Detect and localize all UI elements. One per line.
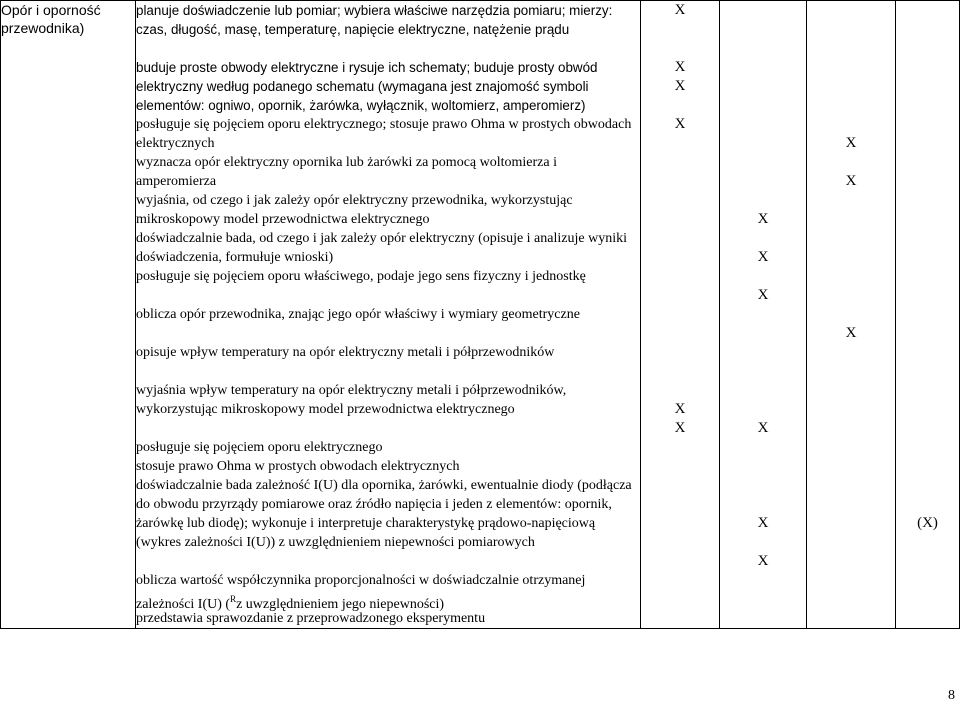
level-mark: X xyxy=(845,173,857,189)
requirement-item: posługuje się pojęciem oporu elektrycznego xyxy=(136,440,383,455)
level-mark xyxy=(720,58,806,96)
level-mark xyxy=(896,96,959,134)
level-mark xyxy=(896,400,959,419)
level-mark xyxy=(807,514,895,552)
level-mark xyxy=(896,419,959,514)
level-mark xyxy=(641,267,719,305)
level-mark: X xyxy=(757,211,769,227)
requirement-item: oblicza opór przewodnika, znając jego opór właściwy i wymiary geometryczne xyxy=(136,307,580,322)
topic-row xyxy=(1,1,960,629)
requirement-item xyxy=(136,571,640,612)
level-column-3 xyxy=(807,1,896,629)
requirement-item: posługuje się pojęciem oporu właściwego, podaje jego sens fizyczny i jednostkę xyxy=(136,269,586,284)
level-mark xyxy=(896,1,959,58)
level-mark xyxy=(896,552,959,571)
requirement-item: wyjaśnia, od czego i jak zależy opór elektryczny przewodnika, wykorzystując mikroskopowy model przewodnictwa elektrycznego xyxy=(136,193,573,227)
requirement-text: oblicza wartość współczynnika proporcjonalności w doświadczalnie otrzymanej zależności I(U) ( xyxy=(136,573,586,612)
topic-cell xyxy=(1,1,136,629)
level-mark: (X) xyxy=(917,515,938,531)
level-mark xyxy=(807,552,895,571)
requirement-item: doświadczalnie bada, od czego i jak zależy opór elektryczny (opisuje i analizuje wyniki doświadczenia, formułuje wnioski) xyxy=(136,231,627,265)
level-mark xyxy=(641,229,719,267)
level-mark xyxy=(807,1,895,58)
level-mark xyxy=(641,343,719,400)
level-mark: X xyxy=(674,401,686,417)
level-mark xyxy=(641,533,719,571)
level-mark xyxy=(720,324,806,381)
level-mark: X xyxy=(674,420,686,436)
level-mark xyxy=(896,286,959,324)
level-column-2 xyxy=(720,1,807,629)
level-mark: X xyxy=(674,78,686,94)
level-mark: X xyxy=(674,2,686,18)
superscript: R xyxy=(230,594,237,604)
level-mark xyxy=(896,172,959,210)
level-mark xyxy=(720,1,806,58)
topic-label: Opór i oporność przewodnika) xyxy=(1,2,101,36)
level-mark: X xyxy=(757,553,769,569)
level-mark xyxy=(807,96,895,134)
level-mark xyxy=(807,381,895,400)
level-mark xyxy=(641,191,719,229)
requirement-item: posługuje się pojęciem oporu elektrycznego; stosuje prawo Ohma w prostych obwodach elektrycznych xyxy=(136,117,632,151)
level-mark xyxy=(641,571,719,590)
requirement-item: doświadczalnie bada zależność I(U) dla opornika, żarówki, ewentualnie diody (podłącza do obwodu przyrządy pomiarowe oraz źródło napięcia i jeden z elementów: opornik, żarówkę lub diodę); wykonuje i interpretuje charakterystykę prądowo-napięciową (wykres zależności I(U)) z uwzględnieniem niepewności pomiarowych xyxy=(136,478,632,550)
level-mark: X xyxy=(845,325,857,341)
level-mark xyxy=(807,419,895,514)
level-mark xyxy=(720,381,806,400)
level-mark xyxy=(896,58,959,96)
level-mark xyxy=(720,96,806,134)
level-mark: X xyxy=(757,249,769,265)
level-mark xyxy=(896,248,959,286)
level-mark xyxy=(896,381,959,400)
level-mark xyxy=(807,210,895,248)
level-mark xyxy=(896,210,959,248)
level-mark: X xyxy=(757,420,769,436)
level-mark xyxy=(807,286,895,324)
level-mark xyxy=(720,172,806,210)
level-mark: X xyxy=(845,135,857,151)
level-mark xyxy=(896,134,959,172)
requirement-item: opisuje wpływ temperatury na opór elektryczny metali i półprzewodników xyxy=(136,345,555,360)
requirement-item: stosuje prawo Ohma w prostych obwodach elektrycznych xyxy=(136,459,460,474)
level-column-1 xyxy=(641,1,720,629)
level-mark: X xyxy=(757,515,769,531)
level-mark xyxy=(896,324,959,381)
level-mark xyxy=(807,248,895,286)
page-number: 8 xyxy=(948,688,955,703)
requirement-item: wyznacza opór elektryczny opornika lub żarówki za pomocą woltomierza i amperomierza xyxy=(136,155,557,189)
requirement-text: z uwzględnieniem jego niepewności) xyxy=(236,597,445,612)
level-mark xyxy=(641,305,719,343)
level-mark: X xyxy=(757,287,769,303)
level-mark xyxy=(720,134,806,172)
requirement-item: planuje doświadczenie lub pomiar; wybiera właściwe narzędzia pomiaru; mierzy: czas, długość, masę, temperaturę, napięcie elektryczne, natężenie prądu xyxy=(136,3,613,37)
level-mark xyxy=(807,400,895,419)
requirement-item: wyjaśnia wpływ temperatury na opór elektryczny metali i półprzewodników, wykorzystując mikroskopowy model przewodnictwa elektrycznego xyxy=(136,383,567,417)
level-mark xyxy=(807,58,895,96)
requirements-cell xyxy=(136,1,641,629)
requirement-item: buduje proste obwody elektryczne i rysuje ich schematy; buduje prosty obwód elektryczny według podanego schematu (wymagana jest znajomość symboli elementów: ogniwo, opornik, żarówka, wyłącznik, woltomierz, amperomierz) xyxy=(136,60,598,113)
level-column-4 xyxy=(896,1,960,629)
level-mark: X xyxy=(674,59,686,75)
level-mark: X xyxy=(674,116,686,132)
level-mark xyxy=(641,438,719,533)
requirement-item: przedstawia sprawozdanie z przeprowadzonego eksperymentu xyxy=(136,611,486,626)
level-mark xyxy=(720,400,806,419)
level-mark xyxy=(641,153,719,191)
